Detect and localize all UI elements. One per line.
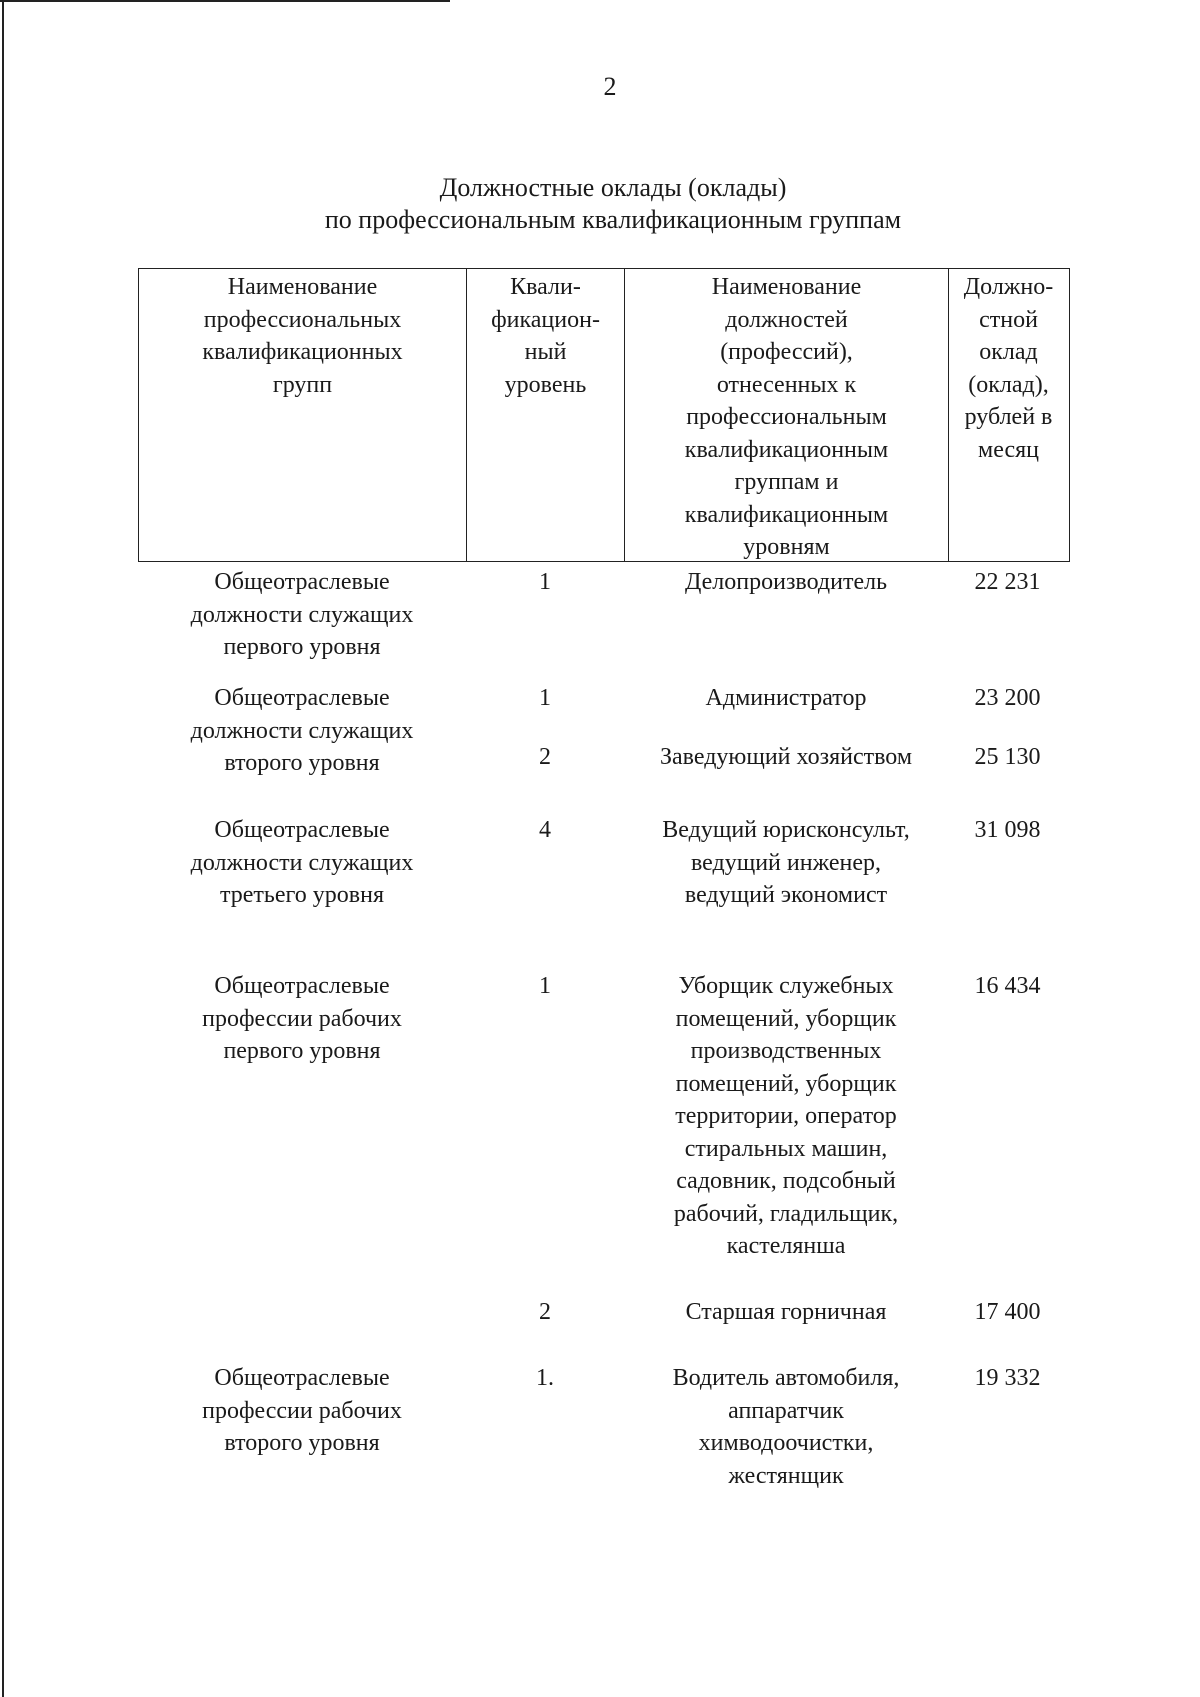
header-text: месяц	[978, 436, 1039, 463]
position-line: кастелянша	[726, 1233, 846, 1259]
scan-border-top	[0, 0, 450, 2]
positions-cell	[624, 814, 948, 912]
positions-cell	[624, 566, 948, 599]
positions-cell	[624, 1296, 948, 1329]
position-line: химводоочистки,	[698, 1430, 874, 1456]
header-text: уровням	[743, 534, 830, 560]
salary-cell: 31 098	[974, 817, 1041, 843]
header-text: квалификационным	[684, 501, 889, 528]
position-line: ведущий инженер,	[690, 849, 881, 876]
salary-cell: 22 231	[974, 569, 1041, 595]
positions-cell	[624, 741, 948, 774]
header-text: групп	[272, 371, 333, 398]
level-cell: 1.	[536, 1365, 554, 1391]
position-line: Ведущий юрисконсульт,	[662, 817, 910, 843]
header-positions	[625, 269, 949, 561]
group-name-line: Общеотраслевые	[214, 569, 390, 595]
header-text: профессиональным	[686, 404, 887, 430]
position-line: Старшая горничная	[685, 1299, 887, 1325]
group-name-line: третьего уровня	[220, 882, 384, 908]
header-text: рублей в	[964, 404, 1053, 430]
position-line: Уборщик служебных	[678, 973, 894, 999]
positions-cell	[624, 1362, 948, 1492]
group-name-line: профессии рабочих	[202, 1397, 402, 1424]
group-name-line: Общеотраслевые	[214, 1365, 390, 1391]
header-text: группам и	[734, 469, 839, 495]
header-text: отнесенных к	[716, 371, 857, 398]
salary-cell: 25 130	[974, 744, 1041, 770]
position-line: помещений, уборщик	[675, 1070, 897, 1097]
header-text: Наименование	[711, 274, 862, 300]
group-name-cell	[138, 970, 466, 1068]
position-line: помещений, уборщик	[675, 1005, 897, 1032]
level-cell: 2	[539, 1299, 551, 1325]
position-line: Водитель автомобиля,	[672, 1365, 900, 1391]
salary-cell: 23 200	[974, 685, 1041, 711]
positions-cell	[624, 682, 948, 715]
salary-cell: 19 332	[974, 1365, 1041, 1391]
header-qualification-level	[467, 269, 625, 561]
header-text: профессиональных	[203, 306, 402, 333]
header-text: стной	[979, 306, 1038, 333]
header-text: (профессий),	[720, 339, 853, 365]
position-line: ведущий экономист	[684, 882, 888, 908]
group-name-cell	[138, 566, 466, 664]
header-text: ный	[524, 339, 567, 365]
header-text: уровень	[504, 371, 587, 398]
level-cell: 2	[539, 744, 551, 770]
level-cell: 1	[539, 569, 551, 595]
positions-cell	[624, 970, 948, 1263]
group-name-line: должности служащих	[190, 717, 414, 744]
group-name-cell	[138, 682, 466, 780]
page-number: 2	[603, 72, 617, 101]
group-name-cell	[138, 1362, 466, 1460]
group-name-line: Общеотраслевые	[214, 973, 390, 999]
scan-border-left	[2, 0, 4, 1697]
title-line-1: Должностные оклады (оклады)	[439, 173, 787, 202]
group-name-cell	[138, 814, 466, 912]
group-name-line: первого уровня	[223, 1038, 381, 1064]
group-name-line: второго уровня	[224, 750, 380, 776]
position-line: садовник, подсобный	[676, 1168, 896, 1194]
position-line: производственных	[690, 1038, 882, 1064]
group-name-line: профессии рабочих	[202, 1005, 402, 1032]
table-header	[138, 268, 1070, 562]
header-text: фикацион-	[491, 306, 600, 333]
header-text: должностей	[725, 306, 848, 333]
position-line: территории, оператор	[675, 1103, 897, 1129]
group-name-line: должности служащих	[190, 849, 414, 876]
level-cell: 4	[539, 817, 551, 843]
title-line-2: по профессиональным квалификационным группам	[324, 205, 902, 234]
level-cell: 1	[539, 973, 551, 999]
header-text: Должно-	[963, 274, 1054, 300]
group-name-line: должности служащих	[190, 601, 414, 628]
group-name-line: второго уровня	[224, 1430, 380, 1456]
header-text: оклад	[979, 339, 1038, 365]
position-line: аппаратчик	[728, 1397, 844, 1424]
document-title	[0, 172, 1200, 236]
position-line: жестянщик	[728, 1462, 844, 1489]
position-line: Заведующий хозяйством	[660, 744, 912, 770]
position-line: стиральных машин,	[684, 1135, 888, 1162]
header-salary	[949, 269, 1068, 561]
level-cell: 1	[539, 685, 551, 711]
position-line: Администратор	[705, 685, 867, 711]
position-line: рабочий, гладильщик,	[673, 1200, 899, 1227]
group-name-line: Общеотраслевые	[214, 685, 390, 711]
position-line: Делопроизводитель	[684, 569, 888, 595]
header-text: (оклад),	[968, 371, 1049, 398]
header-text: квалификационных	[202, 339, 403, 365]
group-name-line: первого уровня	[223, 634, 381, 660]
group-name-line: Общеотраслевые	[214, 817, 390, 843]
salary-cell: 17 400	[974, 1299, 1041, 1325]
header-text: Наименование	[227, 274, 378, 300]
salary-cell: 16 434	[974, 973, 1041, 999]
header-text: Квали-	[510, 274, 581, 300]
header-text: квалификационным	[684, 436, 889, 463]
header-group-name	[139, 269, 467, 561]
